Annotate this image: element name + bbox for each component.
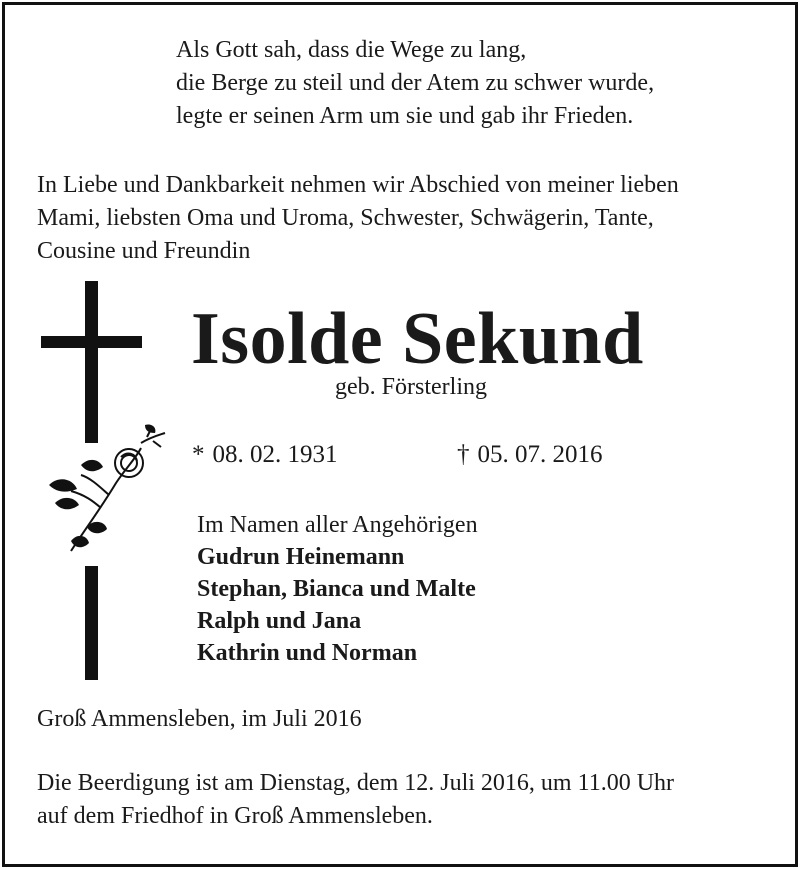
birth-symbol: * (192, 441, 205, 468)
birth-date: 08. 02. 1931 (212, 441, 338, 468)
intro-line: In Liebe und Dankbarkeit nehmen wir Abschied von meiner lieben (37, 172, 679, 198)
poem-line: die Berge zu steil und der Atem zu schwer wurde, (176, 70, 655, 96)
intro-line: Cousine und Freundin (37, 238, 251, 264)
poem-line: Als Gott sah, dass die Wege zu lang, (176, 37, 527, 63)
obituary-notice (2, 2, 798, 867)
funeral-line: Die Beerdigung ist am Dienstag, dem 12. Juli 2016, um 11.00 Uhr (37, 770, 675, 796)
poem-line: legte er seinen Arm um sie und gab ihr Frieden. (176, 103, 634, 129)
funeral-line: auf dem Friedhof in Groß Ammensleben. (37, 803, 433, 829)
mourner-name: Stephan, Bianca und Malte (197, 576, 476, 602)
mourner-name: Gudrun Heinemann (197, 544, 405, 570)
rose-icon (41, 423, 171, 563)
intro-line: Mami, liebsten Oma und Uroma, Schwester, Schwägerin, Tante, (37, 205, 654, 231)
maiden-name: geb. Försterling (335, 374, 487, 400)
mourner-name: Kathrin und Norman (197, 640, 418, 666)
death-date-line (457, 441, 603, 469)
mourners-header: Im Namen aller Angehörigen (197, 512, 478, 538)
place-date: Groß Ammensleben, im Juli 2016 (37, 706, 362, 732)
death-date: 05. 07. 2016 (477, 441, 603, 468)
birth-date-line (192, 441, 338, 469)
mourner-name: Ralph und Jana (197, 608, 362, 634)
deceased-name: Isolde Sekund (191, 298, 644, 380)
death-symbol: † (457, 441, 470, 468)
mourners-block (197, 509, 478, 669)
